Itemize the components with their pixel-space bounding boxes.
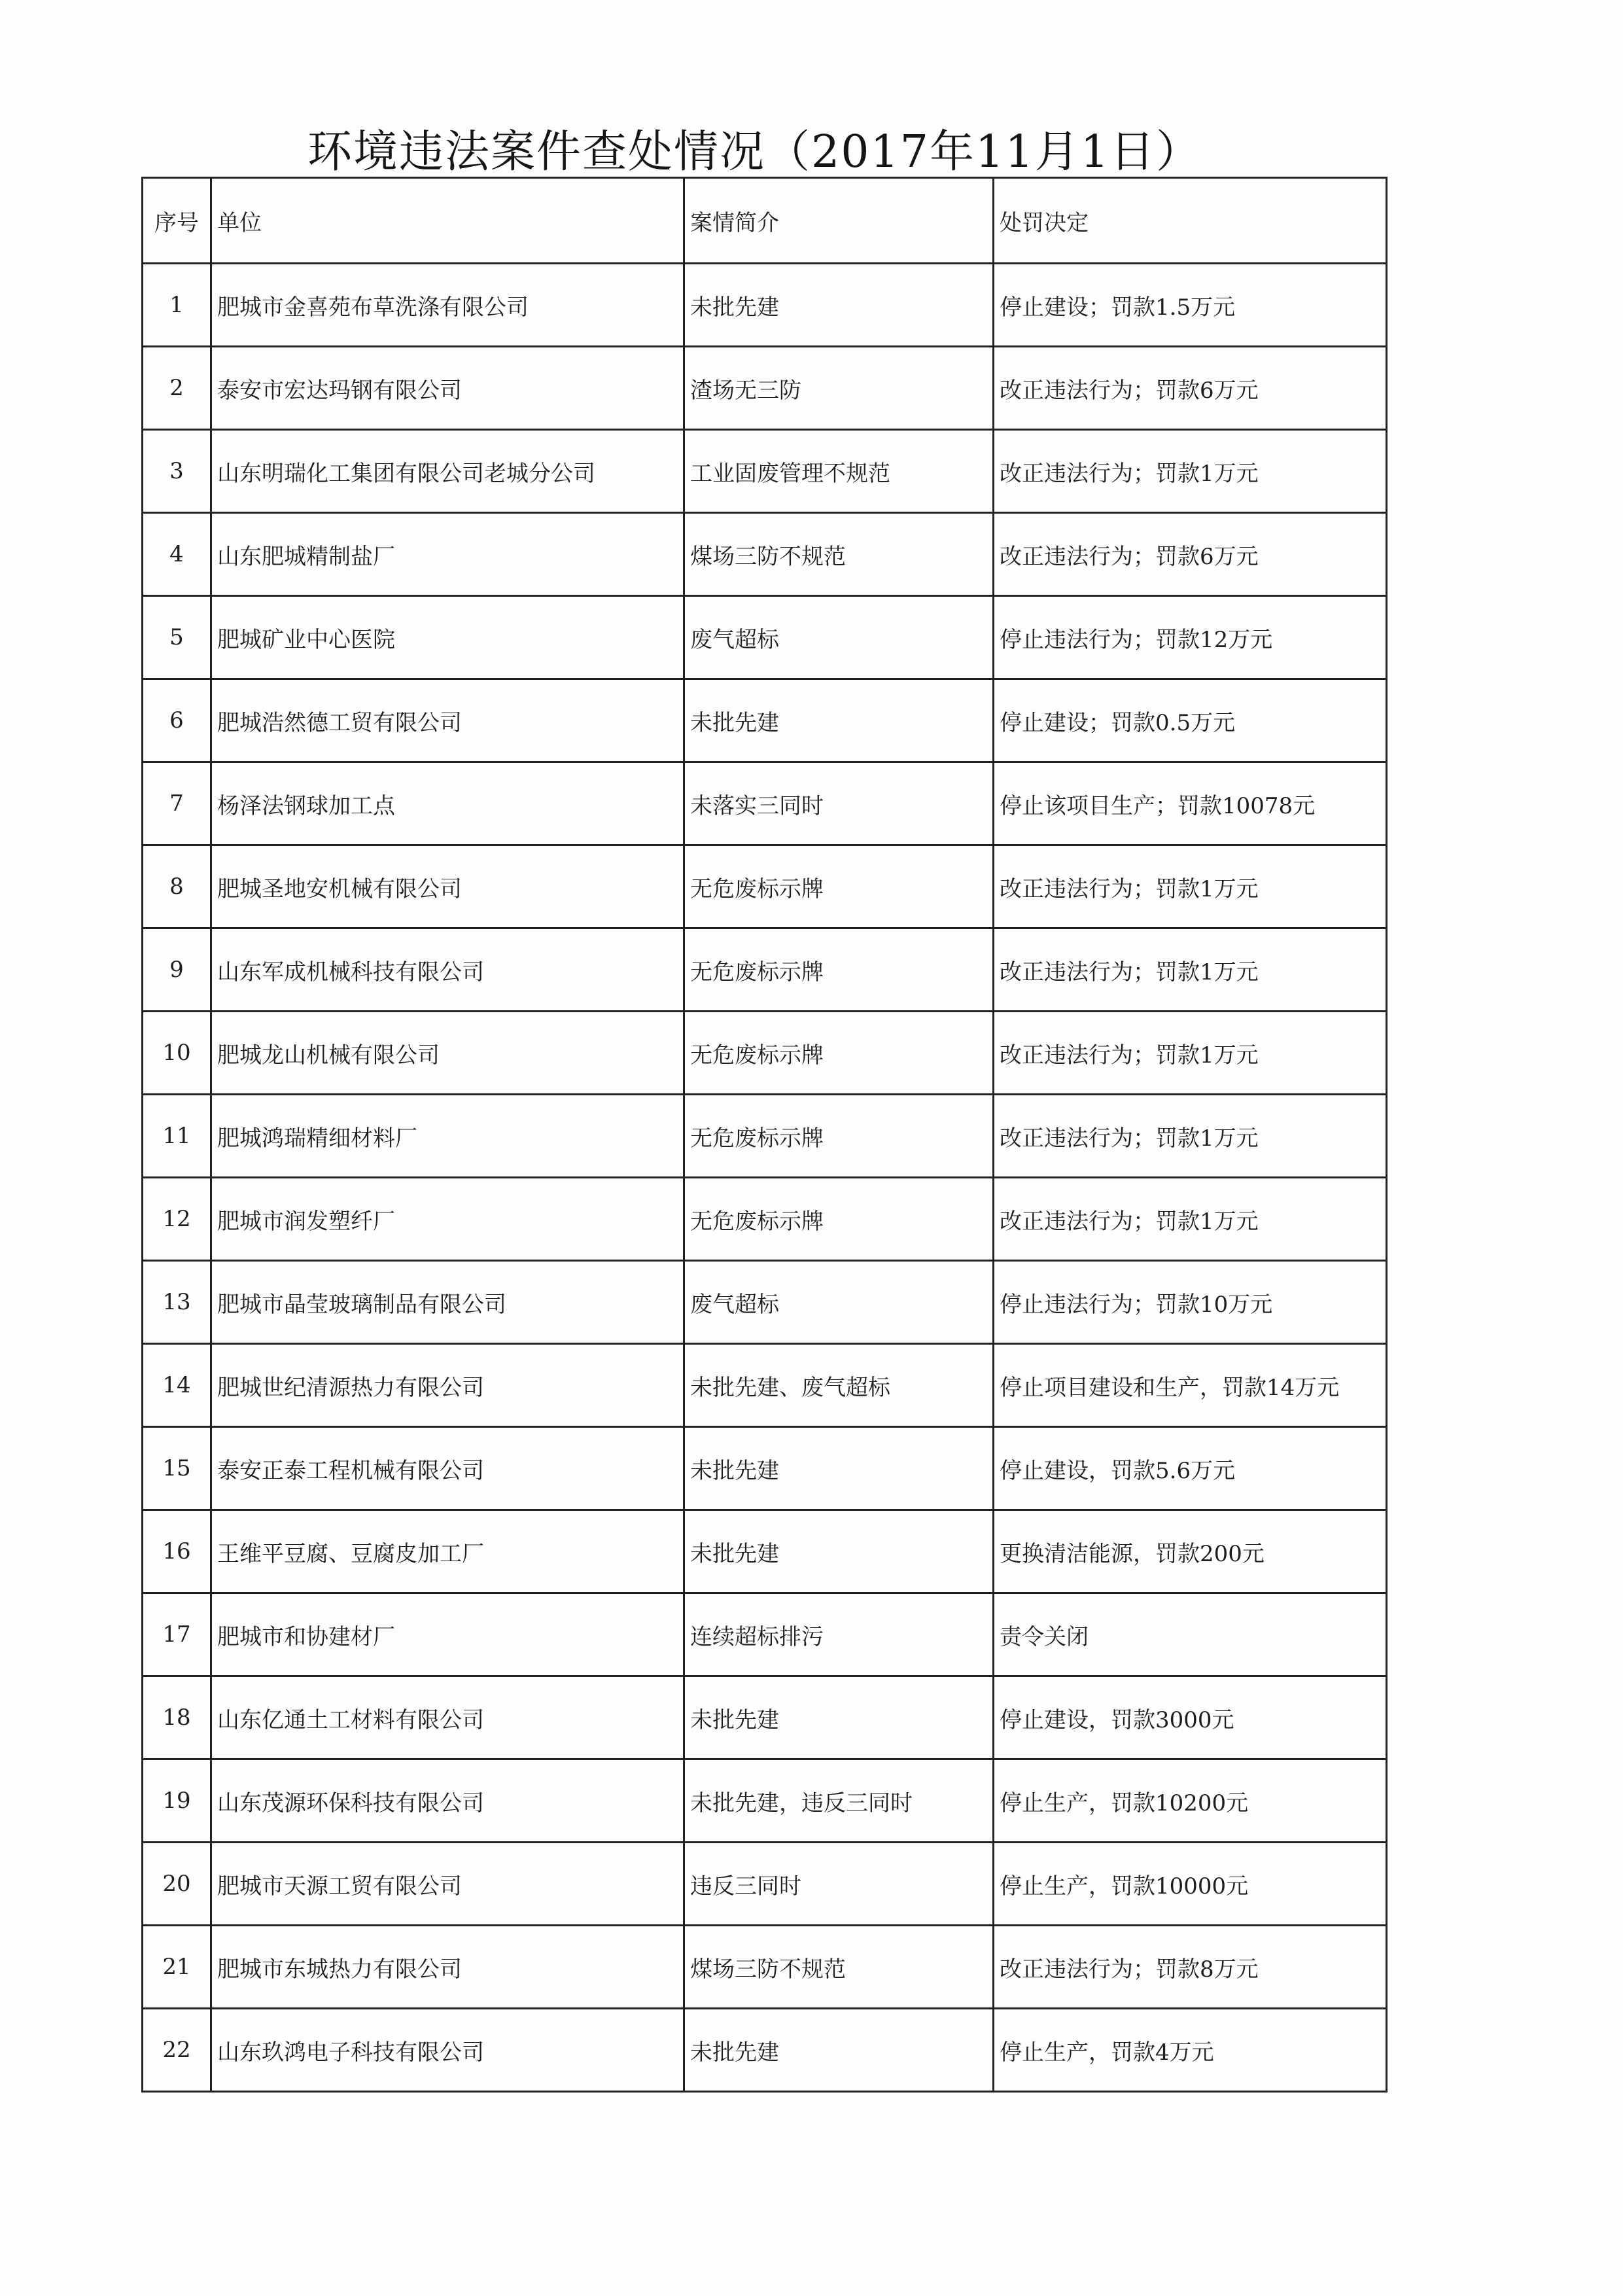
table-row	[143, 1095, 1387, 1178]
cell-case: 无危废标示牌	[684, 1095, 994, 1178]
cell-case: 无危废标示牌	[684, 1012, 994, 1095]
cell-no: 15	[143, 1427, 211, 1510]
cell-case: 无危废标示牌	[684, 1178, 994, 1261]
cell-unit: 山东茂源环保科技有限公司	[211, 1759, 684, 1843]
cell-case: 煤场三防不规范	[684, 513, 994, 596]
table-row	[143, 928, 1387, 1012]
cell-decision: 停止生产，罚款10000元	[994, 1843, 1387, 1926]
table-row	[143, 1759, 1387, 1843]
cell-unit: 肥城世纪清源热力有限公司	[211, 1344, 684, 1427]
cell-no: 10	[143, 1012, 211, 1095]
table-row	[143, 513, 1387, 596]
cell-case: 渣场无三防	[684, 347, 994, 430]
document-title: 环境违法案件查处情况（2017年11月1日）	[307, 126, 1202, 178]
cell-unit: 肥城鸿瑞精细材料厂	[211, 1095, 684, 1178]
cell-decision: 停止生产，罚款10200元	[994, 1759, 1387, 1843]
cell-case: 未落实三同时	[684, 762, 994, 845]
cell-no: 4	[143, 513, 211, 596]
cell-decision: 停止项目建设和生产，罚款14万元	[994, 1344, 1387, 1427]
cell-no: 5	[143, 596, 211, 679]
cell-no: 21	[143, 1926, 211, 2009]
cell-unit: 山东玖鸿电子科技有限公司	[211, 2009, 684, 2092]
table-row	[143, 1427, 1387, 1510]
cell-case: 未批先建	[684, 1676, 994, 1759]
header-no: 序号	[143, 178, 211, 264]
table-row	[143, 1926, 1387, 2009]
cell-case: 未批先建	[684, 1510, 994, 1593]
cell-no: 9	[143, 928, 211, 1012]
cell-decision: 停止生产，罚款4万元	[994, 2009, 1387, 2092]
table-row	[143, 596, 1387, 679]
cell-no: 12	[143, 1178, 211, 1261]
table-row	[143, 1261, 1387, 1344]
header-case: 案情简介	[684, 178, 994, 264]
table-row	[143, 1344, 1387, 1427]
cell-no: 13	[143, 1261, 211, 1344]
cell-decision: 改正违法行为；罚款1万元	[994, 845, 1387, 928]
table-row	[143, 845, 1387, 928]
cell-decision: 改正违法行为；罚款1万元	[994, 430, 1387, 513]
table-row	[143, 2009, 1387, 2092]
cell-unit: 肥城市晶莹玻璃制品有限公司	[211, 1261, 684, 1344]
table-row	[143, 679, 1387, 762]
cell-unit: 山东明瑞化工集团有限公司老城分公司	[211, 430, 684, 513]
cell-unit: 山东肥城精制盐厂	[211, 513, 684, 596]
cell-decision: 改正违法行为；罚款1万元	[994, 1178, 1387, 1261]
cell-decision: 停止违法行为；罚款10万元	[994, 1261, 1387, 1344]
cases-table	[141, 177, 1387, 2093]
cell-case: 煤场三防不规范	[684, 1926, 994, 2009]
table-row	[143, 347, 1387, 430]
cell-case: 废气超标	[684, 596, 994, 679]
cell-unit: 肥城龙山机械有限公司	[211, 1012, 684, 1095]
cell-no: 8	[143, 845, 211, 928]
cell-case: 未批先建、废气超标	[684, 1344, 994, 1427]
cell-decision: 改正违法行为；罚款6万元	[994, 347, 1387, 430]
table-row	[143, 1012, 1387, 1095]
cell-decision: 改正违法行为；罚款8万元	[994, 1926, 1387, 2009]
table-row	[143, 762, 1387, 845]
cell-decision: 停止建设，罚款5.6万元	[994, 1427, 1387, 1510]
cell-case: 工业固废管理不规范	[684, 430, 994, 513]
cell-unit: 肥城浩然德工贸有限公司	[211, 679, 684, 762]
table-row	[143, 1676, 1387, 1759]
table-row	[143, 1178, 1387, 1261]
cell-no: 3	[143, 430, 211, 513]
cell-no: 19	[143, 1759, 211, 1843]
table-row	[143, 264, 1387, 347]
cell-unit: 泰安市宏达玛钢有限公司	[211, 347, 684, 430]
cell-no: 17	[143, 1593, 211, 1676]
cell-no: 6	[143, 679, 211, 762]
cell-case: 未批先建	[684, 1427, 994, 1510]
cell-decision: 改正违法行为；罚款1万元	[994, 1012, 1387, 1095]
cell-no: 18	[143, 1676, 211, 1759]
table-header-row	[143, 178, 1387, 264]
cell-decision: 停止建设；罚款0.5万元	[994, 679, 1387, 762]
table-row	[143, 1510, 1387, 1593]
cell-unit: 杨泽法钢球加工点	[211, 762, 684, 845]
cell-no: 7	[143, 762, 211, 845]
cell-case: 无危废标示牌	[684, 928, 994, 1012]
cell-decision: 停止违法行为；罚款12万元	[994, 596, 1387, 679]
cell-unit: 肥城市润发塑纤厂	[211, 1178, 684, 1261]
cell-case: 未批先建	[684, 264, 994, 347]
cell-decision: 责令关闭	[994, 1593, 1387, 1676]
header-unit: 单位	[211, 178, 684, 264]
cell-case: 连续超标排污	[684, 1593, 994, 1676]
table-row	[143, 430, 1387, 513]
cell-decision: 改正违法行为；罚款6万元	[994, 513, 1387, 596]
table-body	[143, 264, 1387, 2092]
cell-case: 未批先建	[684, 2009, 994, 2092]
cell-unit: 肥城市金喜苑布草洗涤有限公司	[211, 264, 684, 347]
cell-decision: 停止建设，罚款3000元	[994, 1676, 1387, 1759]
cell-no: 16	[143, 1510, 211, 1593]
cell-case: 未批先建	[684, 679, 994, 762]
cell-decision: 改正违法行为；罚款1万元	[994, 1095, 1387, 1178]
cell-unit: 肥城矿业中心医院	[211, 596, 684, 679]
cell-no: 22	[143, 2009, 211, 2092]
cell-unit: 泰安正泰工程机械有限公司	[211, 1427, 684, 1510]
cell-no: 1	[143, 264, 211, 347]
cell-case: 废气超标	[684, 1261, 994, 1344]
cell-unit: 肥城市东城热力有限公司	[211, 1926, 684, 2009]
cell-unit: 肥城市天源工贸有限公司	[211, 1843, 684, 1926]
cell-unit: 王维平豆腐、豆腐皮加工厂	[211, 1510, 684, 1593]
table-row	[143, 1593, 1387, 1676]
cell-no: 11	[143, 1095, 211, 1178]
cell-no: 20	[143, 1843, 211, 1926]
cell-decision: 停止建设；罚款1.5万元	[994, 264, 1387, 347]
cell-unit: 肥城市和协建材厂	[211, 1593, 684, 1676]
cell-case: 无危废标示牌	[684, 845, 994, 928]
cell-no: 2	[143, 347, 211, 430]
cell-unit: 肥城圣地安机械有限公司	[211, 845, 684, 928]
cell-decision: 更换清洁能源，罚款200元	[994, 1510, 1387, 1593]
cell-unit: 山东军成机械科技有限公司	[211, 928, 684, 1012]
cell-decision: 停止该项目生产；罚款10078元	[994, 762, 1387, 845]
cell-decision: 改正违法行为；罚款1万元	[994, 928, 1387, 1012]
cell-no: 14	[143, 1344, 211, 1427]
header-decision: 处罚决定	[994, 178, 1387, 264]
cell-unit: 山东亿通土工材料有限公司	[211, 1676, 684, 1759]
cell-case: 未批先建，违反三同时	[684, 1759, 994, 1843]
cell-case: 违反三同时	[684, 1843, 994, 1926]
table-row	[143, 1843, 1387, 1926]
